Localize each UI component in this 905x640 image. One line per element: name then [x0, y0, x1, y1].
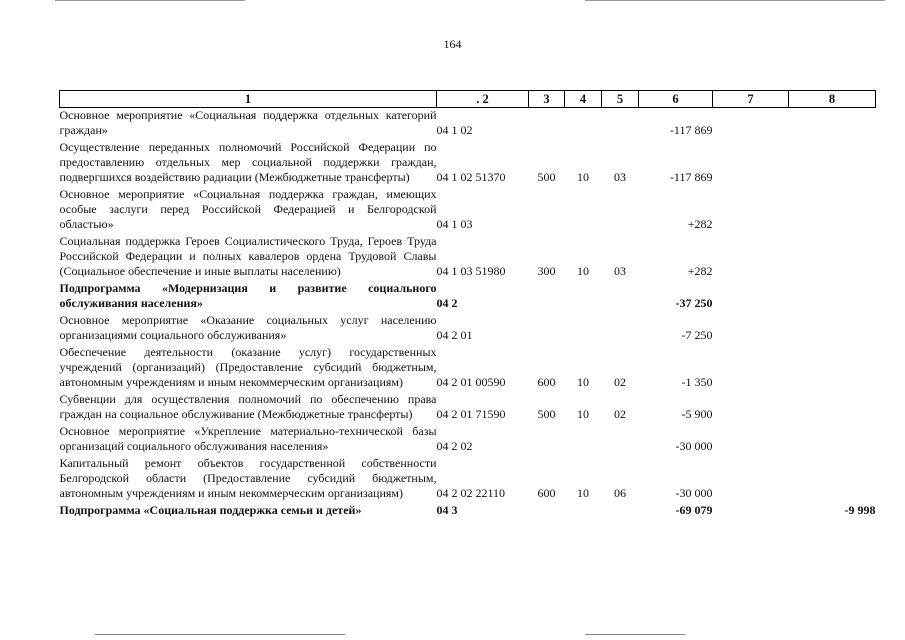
row-col8-cell [789, 108, 876, 141]
row-col7-cell [713, 187, 789, 234]
row-col4-cell: 10 [577, 264, 589, 278]
top-scan-line-left [55, 0, 245, 1]
table-row [60, 503, 876, 520]
row-col8-cell [789, 456, 876, 503]
row-col3-cell: 300 [537, 264, 556, 278]
header-col-8: 8 [789, 91, 876, 108]
budget-table [59, 90, 876, 520]
row-col6-cell: -69 079 [675, 503, 713, 517]
table-row [60, 456, 876, 503]
row-col5-cell [602, 187, 639, 234]
row-col5-cell [602, 424, 639, 456]
table-row [60, 392, 876, 424]
row-col3-cell [529, 187, 565, 234]
row-col6-cell: -7 250 [681, 328, 713, 342]
row-name-cell: Субвенции для осуществления полномочий по обеспечению права граждан на социальное обслуживание (Межбюджетные трансферты) [59, 392, 437, 421]
row-name-cell: Подпрограмма «Социальная поддержка семьи и детей» [59, 503, 362, 517]
row-code-cell: 04 2 [436, 296, 458, 310]
row-col4-cell [565, 281, 602, 313]
table-row [60, 281, 876, 313]
header-col-2: . 2 [437, 91, 529, 108]
row-col3-cell [529, 281, 565, 313]
row-col4-cell [565, 187, 602, 234]
row-col5-cell: 03 [614, 264, 626, 278]
row-col6-cell: -5 900 [681, 407, 713, 421]
row-col6-cell: -117 869 [669, 123, 713, 137]
bottom-scan-line-right [585, 634, 685, 635]
row-col7-cell [713, 503, 789, 520]
row-col3-cell: 600 [537, 486, 556, 500]
row-col5-cell: 06 [614, 486, 626, 500]
row-code-cell: 04 1 02 [436, 123, 473, 137]
row-code-cell: 04 2 02 22110 [436, 486, 506, 500]
row-col7-cell [713, 424, 789, 456]
header-col-3: 3 [529, 91, 565, 108]
row-col3-cell: 600 [537, 375, 556, 389]
header-col-7: 7 [713, 91, 789, 108]
row-col6-cell: +282 [687, 217, 713, 231]
row-col3-cell [529, 503, 565, 520]
row-col7-cell [713, 345, 789, 392]
row-col5-cell: 02 [614, 375, 626, 389]
row-col7-cell [713, 234, 789, 281]
header-col-5: 5 [602, 91, 639, 108]
row-col8-cell [789, 345, 876, 392]
row-code-cell: 04 2 01 [436, 328, 473, 342]
table-row [60, 234, 876, 281]
row-code-cell: 04 2 01 71590 [436, 407, 506, 421]
header-col-1: 1 [60, 91, 437, 108]
row-col7-cell [713, 392, 789, 424]
row-col8-cell [789, 281, 876, 313]
row-name-cell: Подпрограмма «Модернизация и развитие социального обслуживания населения» [59, 281, 437, 310]
row-col3-cell: 500 [537, 407, 556, 421]
row-col7-cell [713, 140, 789, 187]
row-col4-cell [565, 503, 602, 520]
row-col5-cell: 03 [614, 170, 626, 184]
row-name-cell: Социальная поддержка Героев Социалистического Труда, Героев Труда Российской Федерации и полных кавалеров ордена Трудовой Славы (Социальное обеспечение и иные выплаты населению) [59, 234, 437, 278]
row-col6-cell: -117 869 [669, 170, 713, 184]
row-col6-cell: -1 350 [681, 375, 713, 389]
row-name-cell: Капитальный ремонт объектов государственной собственности Белгородской области (Предоставление субсидий бюджетным, автономным учреждениям и иным некоммерческим организациям) [59, 456, 437, 500]
row-col4-cell [565, 313, 602, 345]
row-col6-cell: -30 000 [675, 486, 713, 500]
table-row [60, 187, 876, 234]
row-code-cell: 04 3 [436, 503, 458, 517]
row-col8-cell: -9 998 [844, 503, 876, 517]
row-name-cell: Основное мероприятие «Укрепление материально-технической базы организаций социального обслуживания населения» [59, 424, 437, 453]
row-col6-cell: -37 250 [675, 296, 713, 310]
row-code-cell: 04 1 02 51370 [436, 170, 506, 184]
table-row [60, 108, 876, 141]
row-col8-cell [789, 313, 876, 345]
row-col5-cell [602, 503, 639, 520]
row-col6-cell: +282 [687, 264, 713, 278]
row-col5-cell [602, 108, 639, 141]
row-col8-cell [789, 424, 876, 456]
row-col4-cell: 10 [577, 407, 589, 421]
row-name-cell: Основное мероприятие «Социальная поддержка отдельных категорий граждан» [59, 108, 437, 137]
row-name-cell: Основное мероприятие «Оказание социальных услуг населению организациями социального обслуживания» [59, 313, 437, 342]
row-code-cell: 04 2 02 [436, 439, 473, 453]
bottom-scan-line-left [95, 634, 345, 635]
header-row [60, 91, 876, 108]
row-code-cell: 04 1 03 51980 [436, 264, 506, 278]
row-col7-cell [713, 281, 789, 313]
row-col4-cell: 10 [577, 375, 589, 389]
row-col3-cell [529, 108, 565, 141]
row-col5-cell: 02 [614, 407, 626, 421]
table-row [60, 140, 876, 187]
row-col4-cell: 10 [577, 486, 589, 500]
row-col8-cell [789, 187, 876, 234]
row-col8-cell [789, 234, 876, 281]
row-col3-cell: 500 [537, 170, 556, 184]
table-row [60, 345, 876, 392]
row-col5-cell [602, 281, 639, 313]
row-col4-cell [565, 424, 602, 456]
row-col7-cell [713, 313, 789, 345]
header-col-4: 4 [565, 91, 602, 108]
row-col8-cell [789, 140, 876, 187]
row-col6-cell: -30 000 [675, 439, 713, 453]
row-code-cell: 04 2 01 00590 [436, 375, 506, 389]
row-col4-cell: 10 [577, 170, 589, 184]
table-row [60, 313, 876, 345]
row-col3-cell [529, 313, 565, 345]
row-col4-cell [565, 108, 602, 141]
table-row [60, 424, 876, 456]
row-code-cell: 04 1 03 [436, 217, 473, 231]
row-col8-cell [789, 392, 876, 424]
row-col7-cell [713, 108, 789, 141]
header-col-6: 6 [639, 91, 713, 108]
row-col7-cell [713, 456, 789, 503]
page-number: 164 [443, 37, 462, 51]
top-scan-line-right [585, 0, 885, 1]
row-col3-cell [529, 424, 565, 456]
row-name-cell: Обеспечение деятельности (оказание услуг) государственных учреждений (организаций) (Предоставление субсидий бюджетным, автономным учреждениям и иным некоммерческим организациям) [59, 345, 437, 389]
row-col5-cell [602, 313, 639, 345]
row-name-cell: Основное мероприятие «Социальная поддержка граждан, имеющих особые заслуги перед Российской Федерацией и Белгородской областью» [59, 187, 437, 231]
row-name-cell: Осуществление переданных полномочий Российской Федерации по предоставлению отдельных мер социальной поддержки граждан, подвергшихся воздействию радиации (Межбюджетные трансферты) [59, 140, 437, 184]
